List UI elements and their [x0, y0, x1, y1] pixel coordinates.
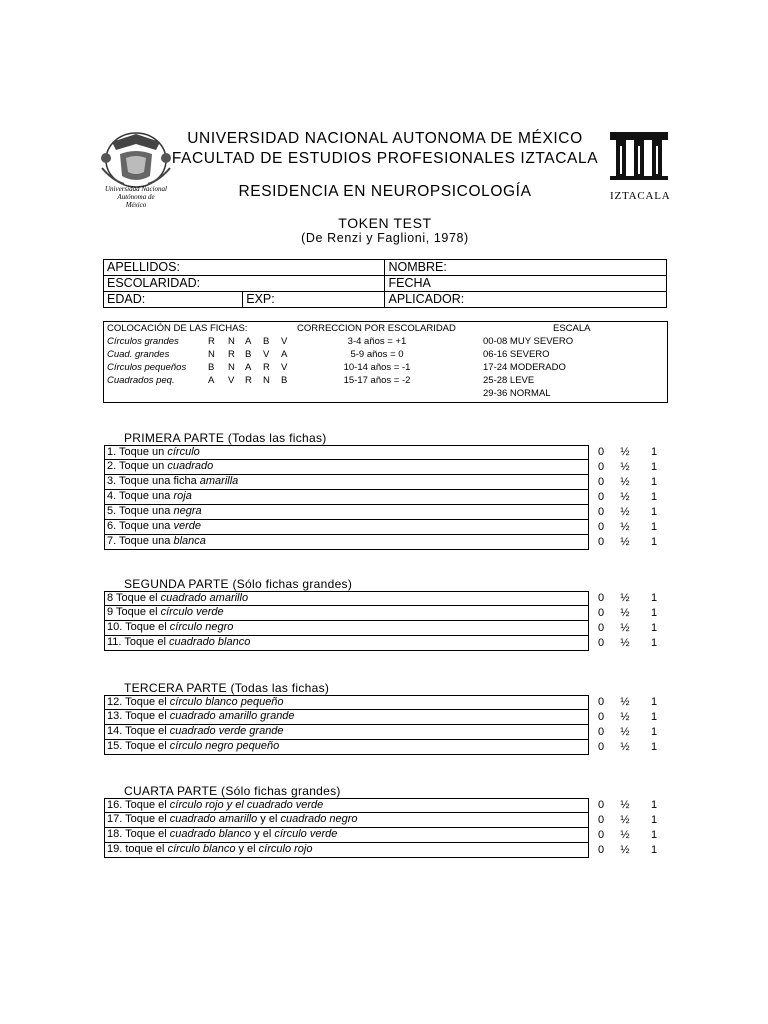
score-option[interactable]: 1	[650, 622, 658, 634]
test-item-row	[104, 591, 589, 606]
correccion-value: 10-14 años = -1	[343, 362, 411, 373]
score-option[interactable]: 0	[597, 476, 605, 488]
colocacion-header: COLOCACIÓN DE LAS FICHAS:	[107, 323, 248, 334]
part-title: CUARTA PARTE (Sólo fichas grandes)	[124, 784, 341, 798]
test-item-row	[104, 505, 589, 520]
ficha-letter: R	[245, 375, 252, 386]
test-item-row	[104, 535, 589, 550]
item-target: roja	[173, 490, 192, 502]
ficha-letter: B	[245, 349, 252, 360]
item-text: 1. Toque un	[107, 446, 168, 458]
ficha-letter: R	[208, 336, 215, 347]
item-text: 15. Toque el	[107, 740, 170, 752]
item-target: círculo negro	[169, 621, 234, 633]
score-option[interactable]: 0	[597, 696, 605, 708]
part-title: SEGUNDA PARTE (Sólo fichas grandes)	[124, 577, 353, 591]
score-option[interactable]: ½	[620, 491, 630, 503]
score-option[interactable]: 0	[597, 844, 605, 856]
score-option[interactable]: 0	[597, 536, 605, 548]
test-title: TOKEN TEST	[338, 215, 432, 231]
edad-field[interactable]: EDAD:	[104, 292, 243, 308]
score-option[interactable]: 0	[597, 491, 605, 503]
item-text: y el	[251, 828, 275, 840]
ficha-letter: A	[245, 362, 252, 373]
item-text: y el	[257, 813, 281, 825]
item-text: 12. Toque el	[107, 696, 170, 708]
score-option[interactable]: 0	[597, 829, 605, 841]
ficha-letter: R	[228, 349, 235, 360]
score-option[interactable]: ½	[620, 607, 630, 619]
item-target: círculo rojo y el cuadrado verde	[169, 799, 324, 811]
ficha-letter: B	[263, 336, 270, 347]
test-item-row	[104, 695, 589, 710]
score-option[interactable]: ½	[620, 446, 630, 458]
test-item-row	[104, 490, 589, 505]
score-option[interactable]: 0	[597, 592, 605, 604]
faculty-title: FACULTAD DE ESTUDIOS PROFESIONALES IZTACALA	[171, 150, 599, 167]
correccion-value: 5-9 años = 0	[350, 349, 404, 360]
score-option[interactable]: 1	[650, 711, 658, 723]
escala-value: 06-16 SEVERO	[483, 349, 550, 360]
ficha-label: Círculos pequeños	[107, 362, 187, 373]
escolaridad-field[interactable]: ESCOLARIDAD:	[104, 276, 385, 292]
score-option[interactable]: 0	[597, 607, 605, 619]
test-item-row	[104, 798, 589, 813]
score-option[interactable]: ½	[620, 726, 630, 738]
score-option[interactable]: 0	[597, 622, 605, 634]
score-option[interactable]: 1	[650, 741, 658, 753]
item-target: cuadrado verde grande	[169, 725, 284, 737]
test-item-row	[104, 445, 589, 460]
score-option[interactable]: ½	[620, 844, 630, 856]
ficha-letter: V	[263, 349, 270, 360]
apellidos-field[interactable]: APELLIDOS:	[104, 260, 385, 276]
item-target: cuadrado amarillo	[160, 592, 249, 604]
item-target: negra	[173, 505, 202, 517]
item-target: cuadrado amarillo grande	[169, 710, 295, 722]
item-target: círculo rojo	[258, 843, 313, 855]
score-option[interactable]: 1	[650, 461, 658, 473]
test-item-row	[104, 636, 589, 651]
item-target: círculo negro pequeño	[169, 740, 280, 752]
score-option[interactable]: ½	[620, 536, 630, 548]
item-text: 18. Toque el	[107, 828, 170, 840]
score-option[interactable]: ½	[620, 696, 630, 708]
patient-info-table	[103, 259, 667, 308]
score-option[interactable]: ½	[620, 592, 630, 604]
score-option[interactable]: ½	[620, 829, 630, 841]
iztacala-logo	[604, 128, 680, 206]
item-text: 7. Toque una	[107, 535, 174, 547]
item-text: 6. Toque una	[107, 520, 174, 532]
item-target: círculo	[167, 446, 200, 458]
score-option[interactable]: 1	[650, 696, 658, 708]
score-option[interactable]: 1	[650, 592, 658, 604]
item-target: cuadrado amarillo	[169, 813, 258, 825]
item-text: 13. Toque el	[107, 710, 170, 722]
item-text: 3. Toque una ficha	[107, 475, 200, 487]
aplicador-field[interactable]: APLICADOR:	[385, 292, 667, 308]
test-item-row	[104, 828, 589, 843]
score-option[interactable]: 1	[650, 844, 658, 856]
exp-field[interactable]: EXP:	[243, 292, 385, 308]
correccion-value: 3-4 años = +1	[347, 336, 407, 347]
item-text: 4. Toque una	[107, 490, 174, 502]
test-item-row	[104, 475, 589, 490]
score-option[interactable]: 0	[597, 461, 605, 473]
nombre-field[interactable]: NOMBRE:	[385, 260, 667, 276]
escala-value: 17-24 MODERADO	[483, 362, 566, 373]
escala-value: 25-28 LEVE	[483, 375, 535, 386]
score-option[interactable]: 1	[650, 814, 658, 826]
test-reference: (De Renzi y Faglioni, 1978)	[301, 231, 469, 245]
part-title: TERCERA PARTE (Todas las fichas)	[124, 681, 330, 695]
ficha-letter: A	[245, 336, 252, 347]
score-option[interactable]: 1	[650, 726, 658, 738]
ficha-letter: R	[263, 362, 270, 373]
item-text: 16. Toque el	[107, 799, 170, 811]
item-text: 8 Toque el	[107, 592, 161, 604]
escala-value: 00-08 MUY SEVERO	[483, 336, 574, 347]
escala-value: 29-36 NORMAL	[483, 388, 551, 399]
item-target: círculo verde	[274, 828, 338, 840]
score-option[interactable]: 0	[597, 711, 605, 723]
test-item-row	[104, 621, 589, 636]
item-target: verde	[173, 520, 201, 532]
ficha-letter: B	[281, 375, 288, 386]
item-target: círculo blanco pequeño	[169, 696, 284, 708]
score-option[interactable]: 1	[650, 829, 658, 841]
test-item-row	[104, 520, 589, 535]
score-option[interactable]: ½	[620, 741, 630, 753]
item-text: 10. Toque el	[107, 621, 170, 633]
test-item-row	[104, 843, 589, 858]
item-target: amarilla	[199, 475, 239, 487]
score-option[interactable]: 1	[650, 799, 658, 811]
item-text: 17. Toque el	[107, 813, 170, 825]
item-target: cuadrado negro	[280, 813, 358, 825]
item-text: 19. toque el	[107, 843, 168, 855]
item-text: 14. Toque el	[107, 725, 170, 737]
item-text: y el	[235, 843, 259, 855]
ficha-label: Cuad. grandes	[107, 349, 170, 360]
iztacala-emblem-icon	[604, 128, 674, 184]
score-option[interactable]: ½	[620, 506, 630, 518]
score-option[interactable]: ½	[620, 637, 630, 649]
ficha-letter: A	[208, 375, 215, 386]
test-item-row	[104, 606, 589, 621]
ficha-letter: V	[281, 362, 288, 373]
fecha-field[interactable]: FECHA	[385, 276, 667, 292]
ficha-letter: N	[228, 362, 235, 373]
test-item-row	[104, 460, 589, 475]
part-title: PRIMERA PARTE (Todas las fichas)	[124, 431, 327, 445]
score-option[interactable]: ½	[620, 461, 630, 473]
ficha-letter: V	[228, 375, 235, 386]
ficha-letter: B	[208, 362, 215, 373]
ficha-letter: N	[228, 336, 235, 347]
score-option[interactable]: 1	[650, 446, 658, 458]
score-option[interactable]: 0	[597, 726, 605, 738]
ficha-letter: N	[263, 375, 270, 386]
score-option[interactable]: ½	[620, 476, 630, 488]
score-option[interactable]: ½	[620, 622, 630, 634]
correccion-header: CORRECCION POR ESCOLARIDAD	[297, 323, 456, 334]
score-option[interactable]: ½	[620, 711, 630, 723]
score-option[interactable]: 0	[597, 521, 605, 533]
correccion-value: 15-17 años = -2	[343, 375, 411, 386]
score-option[interactable]: 1	[650, 491, 658, 503]
ficha-letter: A	[281, 349, 288, 360]
score-option[interactable]: 0	[597, 446, 605, 458]
university-title: UNIVERSIDAD NACIONAL AUTONOMA DE MÉXICO	[187, 130, 583, 147]
ficha-label: Círculos grandes	[107, 336, 179, 347]
item-text: 5. Toque una	[107, 505, 174, 517]
score-option[interactable]: 1	[650, 506, 658, 518]
score-option[interactable]: 0	[597, 814, 605, 826]
score-option[interactable]: 0	[597, 799, 605, 811]
item-text: 11. Toque el	[107, 636, 169, 648]
item-target: cuadrado	[167, 460, 214, 472]
score-option[interactable]: ½	[620, 799, 630, 811]
escala-header: ESCALA	[553, 323, 591, 334]
item-text: 2. Toque un	[107, 460, 168, 472]
residency-title: RESIDENCIA EN NEUROPSICOLOGÍA	[238, 183, 532, 200]
score-option[interactable]: 1	[650, 536, 658, 548]
score-option[interactable]: 0	[597, 741, 605, 753]
test-item-row	[104, 710, 589, 725]
item-target: cuadrado blanco	[168, 636, 251, 648]
score-option[interactable]: 0	[597, 506, 605, 518]
score-option[interactable]: ½	[620, 814, 630, 826]
iztacala-caption: IZTACALA	[610, 190, 671, 202]
score-option[interactable]: 0	[597, 637, 605, 649]
score-option[interactable]: 1	[650, 607, 658, 619]
item-target: blanca	[173, 535, 206, 547]
score-option[interactable]: 1	[650, 476, 658, 488]
unam-caption: Universidad Nacional Autónoma de México	[104, 185, 168, 209]
score-option[interactable]: 1	[650, 521, 658, 533]
ficha-label: Cuadrados peq.	[107, 375, 175, 386]
item-target: cuadrado blanco	[169, 828, 252, 840]
item-target: círculo blanco	[167, 843, 236, 855]
test-item-row	[104, 725, 589, 740]
item-text: 9 Toque el	[107, 606, 161, 618]
ficha-letter: N	[208, 349, 215, 360]
test-item-row	[104, 813, 589, 828]
test-item-row	[104, 740, 589, 755]
ficha-letter: V	[281, 336, 288, 347]
score-option[interactable]: ½	[620, 521, 630, 533]
item-target: círculo verde	[160, 606, 224, 618]
score-option[interactable]: 1	[650, 637, 658, 649]
